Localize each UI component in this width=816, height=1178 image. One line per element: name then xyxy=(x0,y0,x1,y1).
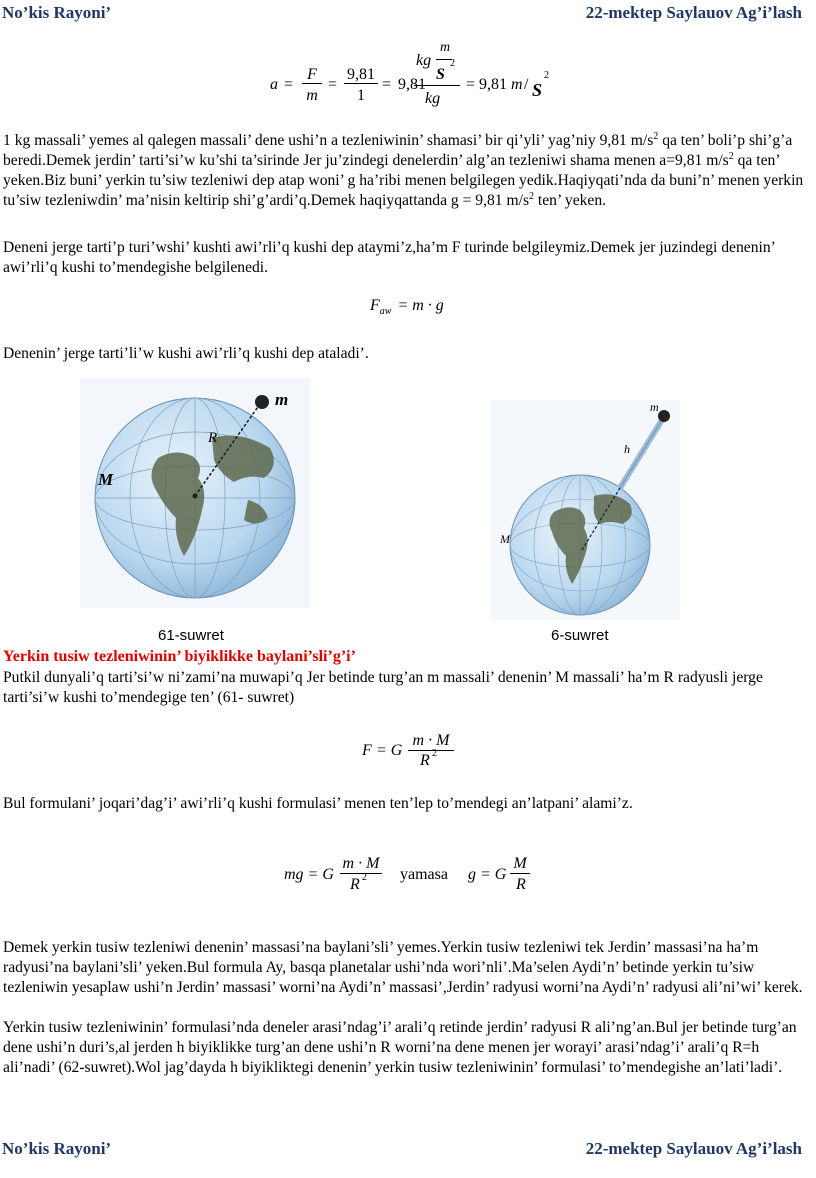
paragraph-7: Yerkin tusiw tezleniwinin’ formulasi’nda deneler arasi’ndag’i’ arali’q retinde jerdin’ radyusi R ali’ng’an.Bul jer betinde turg’an dene ushi’n duri’s,al jerden h biyiklikke turg’an dene ushi’n R worni’na dene menen jer worayi’ arasi’ndag’i’ arali’q R=h ali’nadi’ (62-suwret).Wol jag’dayda h biyikliktegi denenin’ yerkin tusiw tezleniwinin’ formulasi’ to’mendegishe an’lati’ladi’. xyxy=(3,1019,797,1076)
label-earth-M-2: M xyxy=(500,532,510,546)
formula-m: m xyxy=(306,87,318,104)
figure-62 xyxy=(490,400,680,620)
paragraph-4: Putkil dunyali’q tarti’si’w ni’zami’na muwapi’q Jer betinde turg’an m massali’ denenin’ M massali’ ha’m R radyusli jerge tarti’si’w kushi to’mendegige ten’ (61- suwret) xyxy=(3,669,763,706)
header-right: 22-mektep Saylauov Ag’i’lash xyxy=(585,3,802,22)
paragraph-2: Deneni jerge tarti’p turi’wshi’ kushti awi’rli’q kushi dep ataymi’z,ha’m F turinde belgileymiz.Demek jer juzindegi denenin’ awi’rli’q kushi to’mendegishe belgilenedi. xyxy=(3,239,775,276)
formula4-den: R xyxy=(350,876,360,893)
formula3-F: F xyxy=(362,742,372,759)
paragraph-6: Demek yerkin tusiw tezleniwi denenin’ massasi’na baylani’sli’ yemes.Yerkin tusiw tezleniwi tek Jerdin’ massasi’na ha’m radyusi’na baylani’sli’ yeken.Bul formula Ay, basqa planetalar ushi’nda wori’nli’.Ma’selen Aydi’n’ betinde yerkin tu’siw tezleniwin yesaplaw ushi’n Jerdin’ massasi’ worni’na Aydi’n’ massasi’,Jerdin’ radyusi worni’na Aydi’n’ radyusi ali’ni’wi’ kerek. xyxy=(3,939,803,996)
figure-61 xyxy=(80,378,310,608)
formula-eq-1: = xyxy=(284,76,294,93)
formula-S: S xyxy=(436,66,445,83)
formula-acceleration xyxy=(270,40,560,118)
formula-unit-m: m xyxy=(511,76,523,93)
formula3-num: m · M xyxy=(408,731,454,751)
figure-61-caption: 61-suwret xyxy=(158,627,224,644)
formula-den-1: 1 xyxy=(357,87,365,104)
formula4-num2: M xyxy=(510,854,530,874)
formula4-or: yamasa xyxy=(400,866,448,883)
formula-coef: 9,81 xyxy=(398,76,426,93)
paragraph-5: Bul formulani’ joqari’dag’i’ awi’rli’q kushi formulasi’ menen ten’lep to’mendegi an’latpani’ alami’z. xyxy=(3,795,633,812)
formula-kg-top: kg xyxy=(416,52,432,69)
paragraph-3: Denenin’ jerge tarti’li’w kushi awi’rli’q kushi dep ataladi’. xyxy=(3,345,369,362)
formula-slash: / xyxy=(524,76,529,93)
header-left: No’kis Rayoni’ xyxy=(2,3,112,22)
formula-kg-bottom: kg xyxy=(425,90,441,107)
formula-weight: $F_{aw} = m \cdot g$ xyxy=(370,297,444,318)
formula-g xyxy=(284,852,544,902)
formula-eq-2: = xyxy=(328,76,338,93)
formula-unit-exp: 2 xyxy=(544,70,549,81)
section-title: Yerkin tusiw tezleniwinin’ biyiklikke baylani’sli’g’i’ xyxy=(3,648,356,665)
formula3-exp: 2 xyxy=(432,748,437,759)
formula4-lhs: mg = G xyxy=(284,866,334,883)
label-mass-m-2: m xyxy=(650,400,659,414)
footer-left: No’kis Rayoni’ xyxy=(2,1139,112,1158)
formula-F: F xyxy=(302,66,322,84)
label-mass-m: m xyxy=(275,390,289,409)
formula4-den2: R xyxy=(516,876,526,893)
formula-a: a xyxy=(270,76,278,93)
formula4-lhs2: g = G xyxy=(468,866,507,883)
formula3-den: R xyxy=(420,752,430,769)
formula-unit-S: S xyxy=(532,80,543,100)
formula-eq-3: = xyxy=(382,76,392,93)
label-height-h: h xyxy=(624,442,630,456)
figure-62-caption: 6-suwret xyxy=(551,627,609,644)
footer-right: 22-mektep Saylauov Ag’i’lash xyxy=(585,1139,802,1158)
formula-result: = 9,81 xyxy=(466,76,508,93)
formula-gravitation xyxy=(362,730,472,776)
label-earth-M: M xyxy=(98,470,114,489)
formula3-eq: = G xyxy=(376,742,403,759)
paragraph-1: 1 kg massali’ yemes al qalegen massali’ dene ushi’n a tezleniwinin’ shamasi’ bir qi’yli’ yag’niy 9,81 $m/s^2$ qa ten’ boli’p shi’g’a beredi.Demek jerdin’ tarti’si’w ku’shi ta’sirinde Jer ju’zindegi denelerdin’ alg’an tezleniwi shama menen a=9,81 $m/s^2$ qa ten’ yeken.Biz buni’ yerkin tu’siw tezleniwi dep atap woni’ g ha’ribi menen belgilegen yedik.Haqiyqati’nda da buni’n’ menen yerkin tu’siw tezleniwdin’ ma’nisin keltirip shi’g’ardi’q.Demek haqiyqattanda g = 9,81 $m/s^2$ ten’ yeken. xyxy=(3,130,804,209)
label-radius-R: R xyxy=(208,430,218,446)
globe-diagram-2 xyxy=(490,400,680,620)
formula4-num: m · M xyxy=(340,854,382,874)
formula-small-m: m xyxy=(440,40,451,55)
formula4-exp: 2 xyxy=(362,872,367,883)
globe-diagram-1 xyxy=(80,378,310,608)
formula-exp-2: 2 xyxy=(450,58,455,69)
formula-num-981: 9,81 xyxy=(344,66,378,84)
main-fraction-bar xyxy=(414,85,460,86)
